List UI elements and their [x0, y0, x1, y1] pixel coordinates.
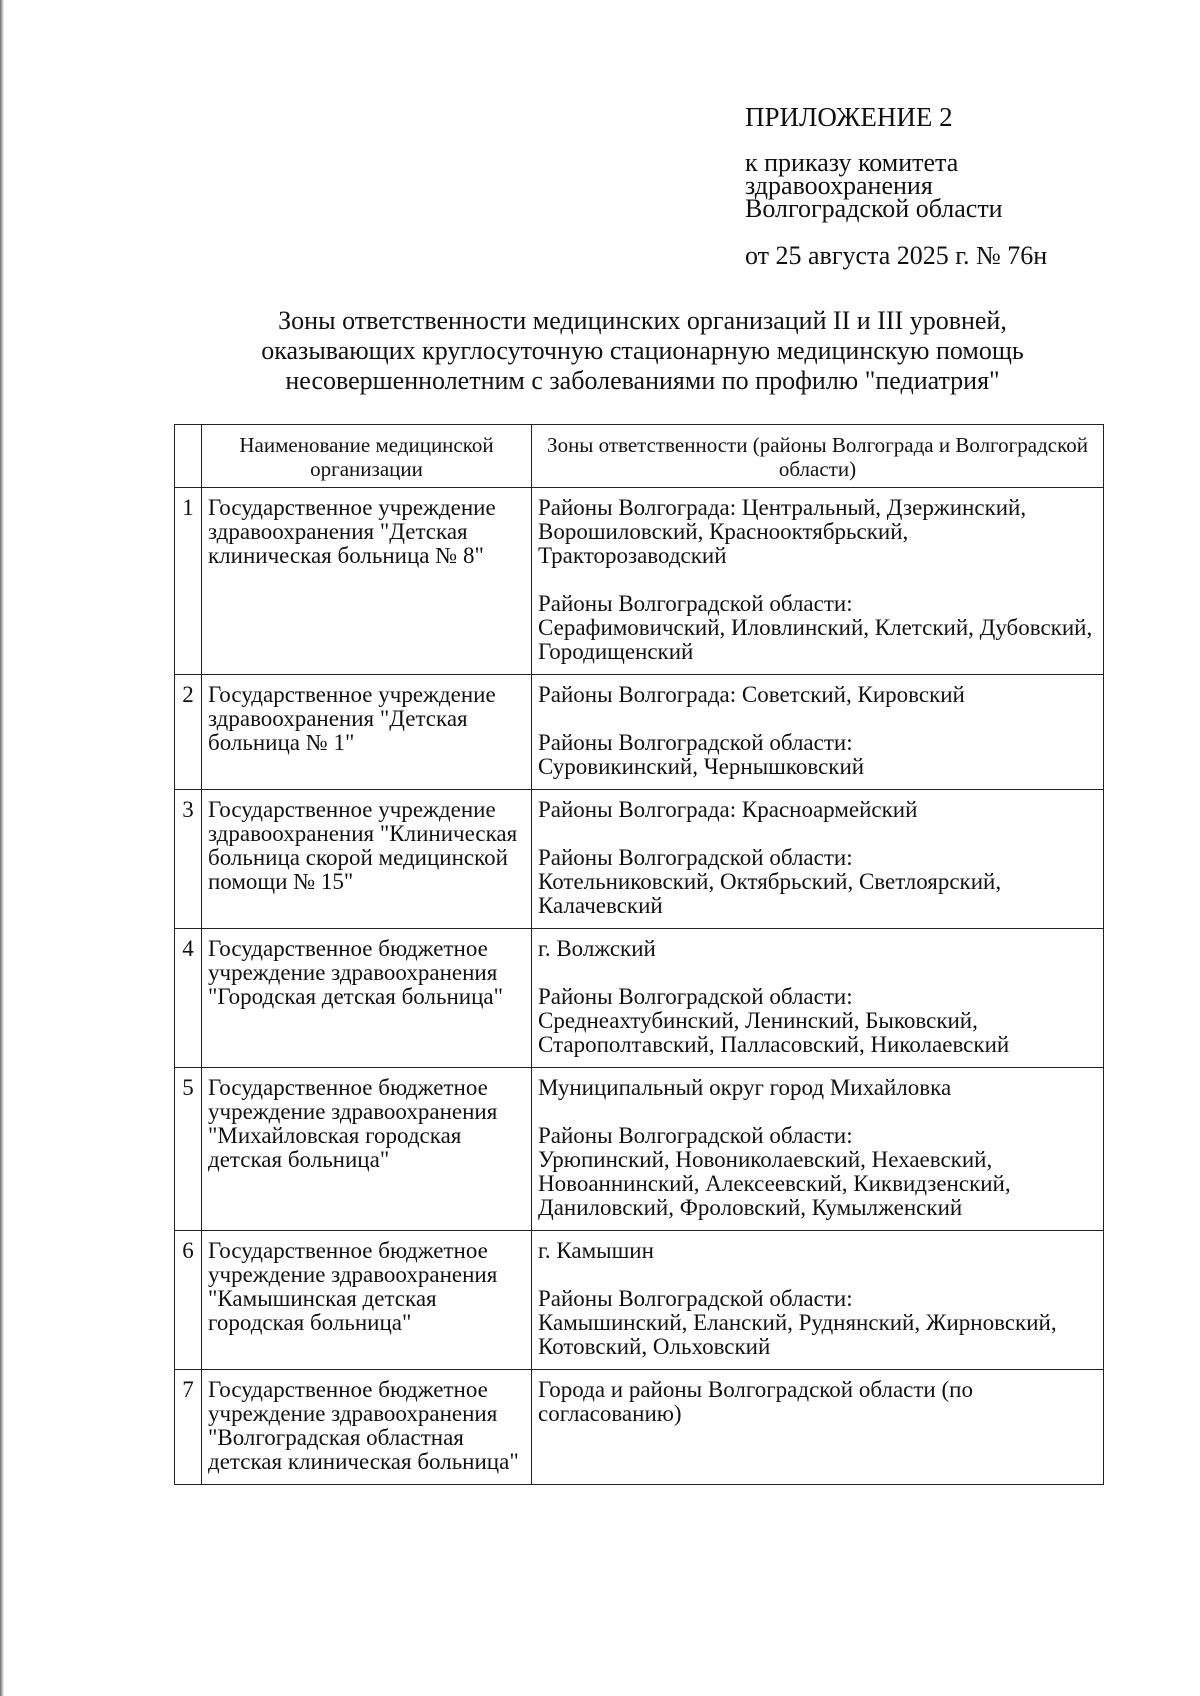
responsibility-zones-table [174, 424, 1104, 1485]
zone-city-block [538, 1076, 1097, 1100]
table-row [175, 929, 1104, 1068]
zone-city-districts: г. Камышин [538, 1238, 654, 1263]
document-title-line-3: несовершеннолетним с заболеваниями по профилю "педиатрия" [285, 366, 1000, 395]
zone-city-districts: Районы Волгограда: Красноармейский [538, 797, 918, 822]
zone-region-heading: Районы Волгоградской области: [538, 730, 853, 755]
organization-name: Государственное учреждение здравоохранения "Детская клиническая больница № 8" [202, 488, 532, 675]
appendix-line-1: к приказу комитета [745, 148, 959, 177]
zone-city-districts: г. Волжский [538, 936, 656, 961]
table-row [175, 790, 1104, 929]
organization-name: Государственное учреждение здравоохранения "Клиническая больница скорой медицинской помощи № 15" [202, 790, 532, 929]
zone-city-block [538, 496, 1097, 568]
zone-region-districts: Котельниковский, Октябрьский, Светлоярский, Калачевский [538, 869, 1002, 918]
organization-name: Государственное бюджетное учреждение здравоохранения "Михайловская городская детская больница" [202, 1068, 532, 1231]
zone-region-block [538, 1287, 1097, 1359]
document-title-line-1: Зоны ответственности медицинских организаций II и III уровней, [278, 306, 1007, 335]
zone-region-block [538, 985, 1097, 1057]
zone-region-districts: Среднеахтубинский, Ленинский, Быковский, Старополтавский, Палласовский, Николаевский [538, 1008, 1010, 1057]
zone-region-block [538, 1378, 1097, 1426]
appendix-title: ПРИЛОЖЕНИЕ 2 [745, 102, 953, 132]
document-title-line-2: оказывающих круглосуточную стационарную медицинскую помощь [261, 336, 1024, 365]
row-number: 7 [175, 1370, 202, 1485]
zone-city-block [538, 798, 1097, 822]
row-number: 6 [175, 1231, 202, 1370]
table-header-row [175, 425, 1104, 488]
organization-name: Государственное бюджетное учреждение здравоохранения "Волгоградская областная детская клиническая больница" [202, 1370, 532, 1485]
zone-region-block [538, 592, 1097, 664]
header-number [175, 425, 202, 488]
zone-city-districts: Муниципальный округ город Михайловка [538, 1075, 952, 1100]
organization-name: Государственное бюджетное учреждение здравоохранения "Камышинская детская городская больница" [202, 1231, 532, 1370]
table-row [175, 675, 1104, 790]
document-title [175, 306, 1110, 396]
zone-cities-and-districts: Города и районы Волгоградской области (по согласованию) [538, 1377, 973, 1426]
zone-region-block [538, 1124, 1097, 1220]
zone-region-districts: Серафимовичский, Иловлинский, Клетский, Дубовский, Городищенский [538, 615, 1093, 664]
zone-region-districts: Камышинский, Еланский, Руднянский, Жирновский, Котовский, Ольховский [538, 1310, 1057, 1359]
zone-region-heading: Районы Волгоградской области: [538, 1286, 853, 1311]
header-organization: Наименование медицинской организации [202, 425, 532, 488]
zone-region-heading: Районы Волгоградской области: [538, 845, 853, 870]
zone-region-block [538, 846, 1097, 918]
row-number: 4 [175, 929, 202, 1068]
row-number: 2 [175, 675, 202, 790]
zone-city-districts: Районы Волгограда: Центральный, Дзержинский, Ворошиловский, Краснооктябрьский, Тракторозаводский [538, 495, 1027, 568]
row-number: 1 [175, 488, 202, 675]
table-row [175, 1231, 1104, 1370]
zones-cell [532, 790, 1104, 929]
zone-region-block [538, 731, 1097, 779]
zone-region-heading: Районы Волгоградской области: [538, 1123, 853, 1148]
zones-cell [532, 675, 1104, 790]
zone-region-districts: Суровикинский, Чернышковский [538, 754, 865, 779]
table-row [175, 1370, 1104, 1485]
header-zones: Зоны ответственности (районы Волгограда и Волгоградской области) [532, 425, 1104, 488]
zone-city-block [538, 937, 1097, 961]
organization-name: Государственное бюджетное учреждение здравоохранения "Городская детская больница" [202, 929, 532, 1068]
appendix-block [745, 102, 1145, 270]
table-row [175, 488, 1104, 675]
zone-city-districts: Районы Волгограда: Советский, Кировский [538, 682, 965, 707]
zone-city-block [538, 1239, 1097, 1263]
zones-cell [532, 488, 1104, 675]
zone-region-heading: Районы Волгоградской области: [538, 984, 853, 1009]
row-number: 3 [175, 790, 202, 929]
zones-cell [532, 1370, 1104, 1485]
zones-cell [532, 1068, 1104, 1231]
zone-region-heading: Районы Волгоградской области: [538, 591, 853, 616]
zones-cell [532, 929, 1104, 1068]
appendix-date: от 25 августа 2025 г. № 76н [745, 241, 1048, 270]
appendix-line-3: Волгоградской области [745, 194, 1003, 223]
organization-name: Государственное учреждение здравоохранения "Детская больница № 1" [202, 675, 532, 790]
zones-cell [532, 1231, 1104, 1370]
scan-edge [0, 0, 4, 1696]
appendix-line-2: здравоохранения [745, 171, 933, 200]
table-row [175, 1068, 1104, 1231]
row-number: 5 [175, 1068, 202, 1231]
zone-region-districts: Урюпинский, Новониколаевский, Нехаевский, Новоаннинский, Алексеевский, Киквидзенский, Даниловский, Фроловский, Кумылженский [538, 1147, 1011, 1220]
zone-city-block [538, 683, 1097, 707]
